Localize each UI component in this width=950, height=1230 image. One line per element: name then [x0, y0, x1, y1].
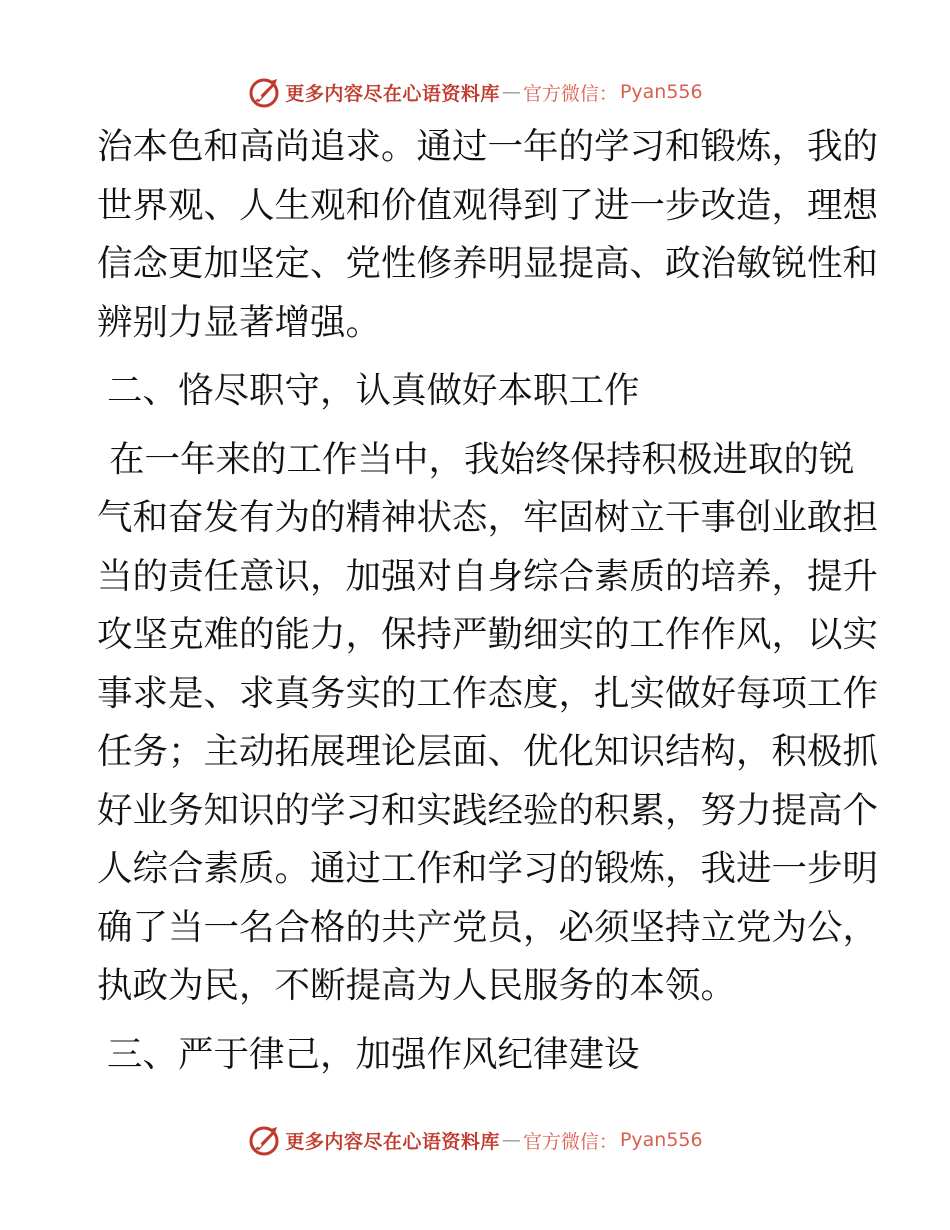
paragraph-line: 确了当一名合格的共产党员，必须坚持立党为公，: [97, 906, 879, 948]
banner-main-text: 更多内容尽在心语资料库: [285, 82, 500, 105]
paragraph-line: 人综合素质。通过工作和学习的锻炼，我进一步明: [97, 848, 879, 889]
paragraph-line: 事求是、求真务实的工作态度，扎实做好每项工作: [97, 672, 879, 714]
banner-dash: —: [501, 81, 521, 103]
banner-wechat-label: 官方微信：: [522, 1130, 618, 1153]
paragraph-line: 气和奋发有为的精神状态，牢固树立干事创业敢担: [97, 497, 879, 538]
footer-banner: [0, 1120, 950, 1160]
paragraph-line: 在一年来的工作当中，我始终保持积极进取的锐: [109, 438, 855, 480]
header-banner: [0, 72, 950, 112]
paragraph-line: 辨别力显著增强。: [97, 301, 382, 343]
banner-wechat-id: Pyan556: [619, 1129, 703, 1151]
quill-logo-icon: [247, 75, 281, 109]
section-heading-3: 三、严于律己，加强作风纪律建设: [107, 1033, 640, 1075]
paragraph-line: 攻坚克难的能力，保持严勤细实的工作作风，以实: [97, 614, 879, 655]
paragraph-line: 信念更加坚定、党性修养明显提高、政治敏锐性和: [97, 243, 879, 284]
paragraph-line: 世界观、人生观和价值观得到了进一步改造，理想: [97, 184, 879, 226]
document-body: [97, 118, 879, 1094]
banner-main-text: 更多内容尽在心语资料库: [285, 1130, 500, 1153]
paragraph-line: 当的责任意识，加强对自身综合素质的培养，提升: [97, 555, 879, 597]
banner-wechat-id: Pyan556: [619, 81, 703, 103]
paragraph-line: 任务；主动拓展理论层面、优化知识结构，积极抓: [97, 731, 879, 772]
banner-wechat-label: 官方微信：: [522, 82, 618, 105]
paragraph-line: 执政为民，不断提高为人民服务的本领。: [97, 965, 737, 1006]
quill-logo-icon: [247, 1123, 281, 1157]
paragraph-line: 好业务知识的学习和实践经验的积累，努力提高个: [97, 789, 879, 831]
paragraph-line: 治本色和高尚追求。通过一年的学习和锻炼，我的: [97, 126, 879, 167]
banner-dash: —: [501, 1129, 521, 1151]
section-heading-2: 二、恪尽职守，认真做好本职工作: [107, 370, 640, 411]
